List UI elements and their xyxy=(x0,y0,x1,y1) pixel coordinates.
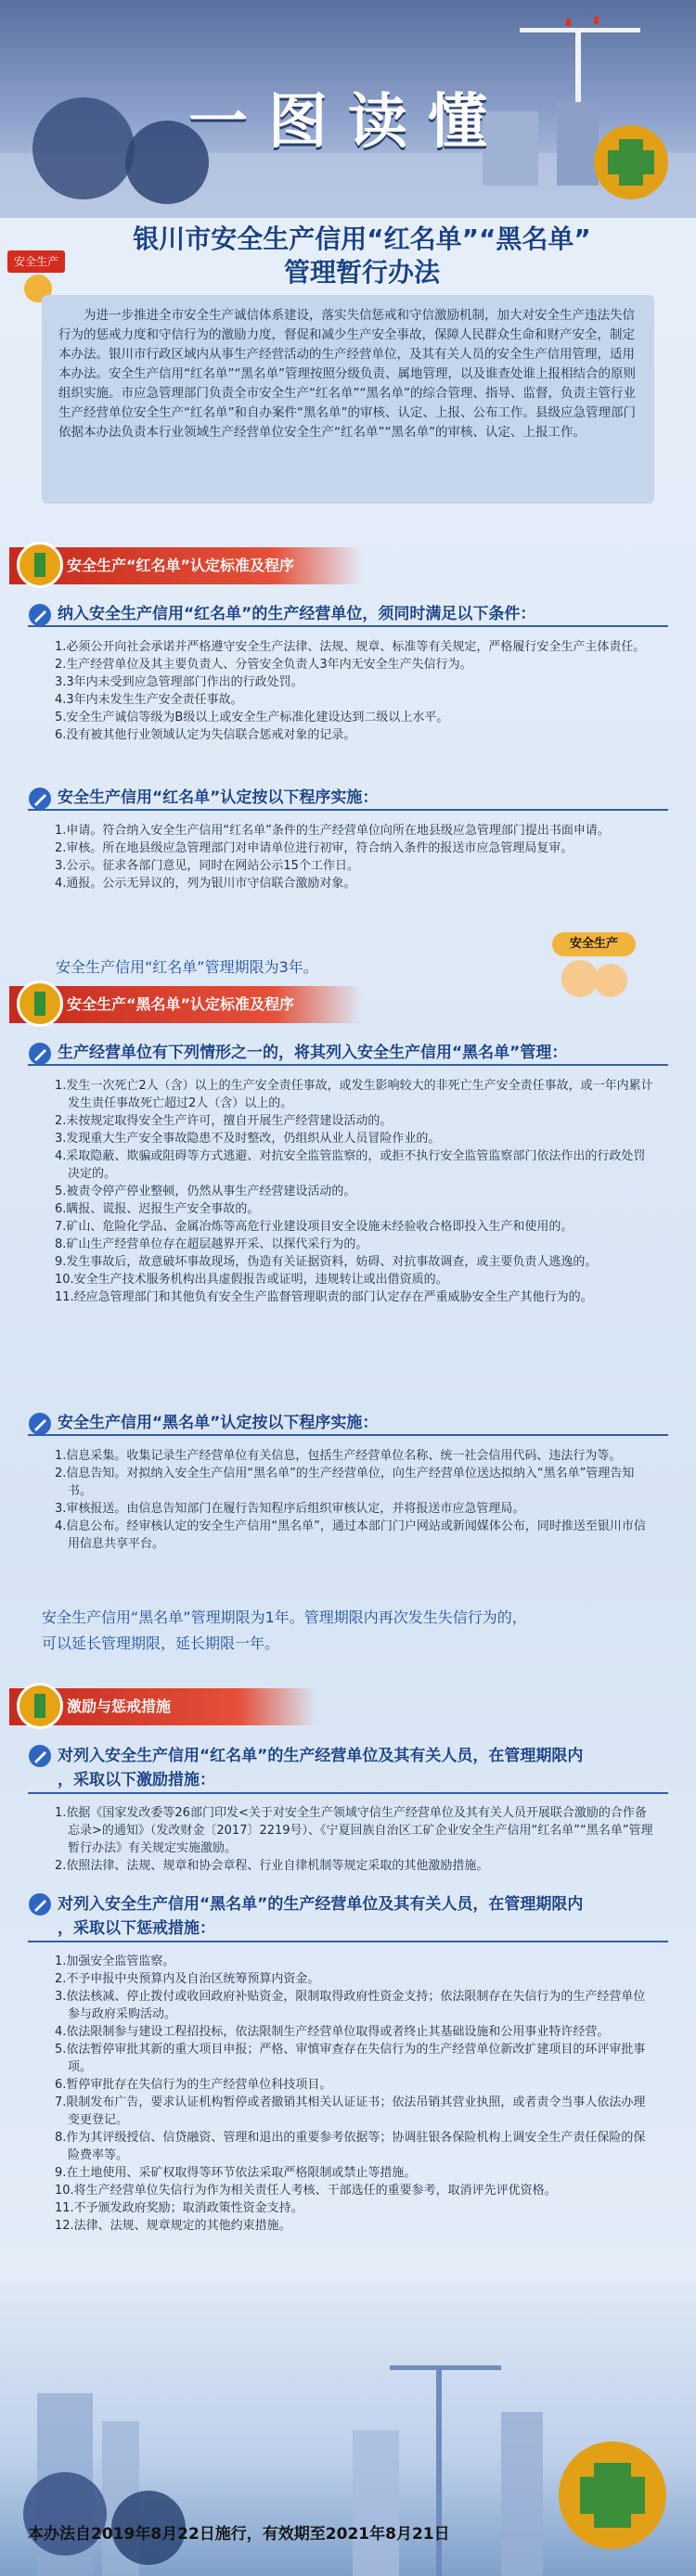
list-item: 3.依法核减、停止拨付或收回政府补贴资金，限制取得政府性资金支持；依法限制存在失信行为的生产经营单位参与政府采购活动。 xyxy=(55,1990,646,2021)
section-red-list-title: 安全生产“红名单”认定标准及程序 xyxy=(67,557,295,574)
list-item: 5.依法暂停审批其新的重大项目申报；严格、审慎审查存在失信行为的生产经营单位新改扩建项目的环评审批事项。 xyxy=(55,2043,646,2074)
section-badge-icon xyxy=(17,1683,63,1729)
pen-icon xyxy=(28,1744,52,1768)
list-item: 6.暂停审批存在失信行为的生产经营单位科技项目。 xyxy=(55,2078,332,2092)
list-item: 2.未按规定取得安全生产许可，擅自开展生产经营建设活动的。 xyxy=(55,1114,393,1128)
red-list-conditions xyxy=(42,638,654,744)
black-list-situations-title: 生产经营单位有下列情形之一的，将其列入安全生产信用“黑名单”管理： xyxy=(58,1044,568,1062)
list-item: 11.经应急管理部门和其他负有安全生产监督管理职责的部门认定存在严重威胁安全生产其他行为的。 xyxy=(55,1290,593,1304)
illustration-badge: 安全生产 xyxy=(552,932,636,956)
list-item: 1.申请。符合纳入安全生产信用“红名单”条件的生产经营单位向所在地县级应急管理部门提出书面申请。 xyxy=(55,824,610,838)
list-item: 4.依法限制参与建设工程招投标，依法限制生产经营单位取得或者终止其基础设施和公用事业特许经营。 xyxy=(55,2025,610,2039)
incentives-title-line1: 对列入安全生产信用“红名单”的生产经营单位及其有关人员，在管理期限内 xyxy=(58,1747,584,1765)
incentive-list xyxy=(42,1804,654,1875)
section-badge-icon xyxy=(17,542,63,588)
list-item: 2.信息告知。对拟纳入安全生产信用“黑名单”的生产经营单位，向生产经营单位送达拟纳入“黑名单”管理告知书。 xyxy=(55,1467,635,1498)
footer-effective-date: 本办法自2019年8月22日施行，有效期至2021年8月21日 xyxy=(28,2525,450,2544)
list-item: 1.必须公开向社会承诺并严格遵守安全生产法律、法规、规章、标准等有关规定，严格履行安全生产主体责任。 xyxy=(55,640,646,654)
list-item: 5.被责令停产停业整顿，仍然从事生产经营建设活动的。 xyxy=(55,1185,356,1198)
list-item: 4.采取隐蔽、欺骗或阻碍等方式逃避、对抗安全监管监察的，或拒不执行安全监管监察部门依法作出的行政处罚决定的。 xyxy=(55,1149,646,1181)
hero-title: 一图读懂 xyxy=(188,88,508,157)
worker-face-icon xyxy=(594,964,627,997)
punishments-title-line1: 对列入安全生产信用“黑名单”的生产经营单位及其有关人员，在管理期限内 xyxy=(58,1895,584,1914)
pen-icon xyxy=(28,1412,52,1436)
list-item: 5.安全生产诚信等级为B级以上或安全生产标准化建设达到二级以上水平。 xyxy=(55,711,449,724)
document-title-line1: 银川市安全生产信用“红名单”“黑名单” xyxy=(133,224,591,254)
list-item: 9.发生事故后，故意破坏事故现场，伪造有关证据资料，妨碍、对抗事故调查，或主要负责人逃逸的。 xyxy=(55,1255,598,1269)
list-item: 6.瞒报、谎报、迟报生产安全事故的。 xyxy=(55,1202,260,1216)
list-item: 11.不予颁发政府奖励；取消政策性资金支持。 xyxy=(55,2201,303,2215)
incentives-title-line2: ，采取以下激励措施： xyxy=(58,1771,215,1789)
section-measures-header xyxy=(9,1688,316,1725)
punishments-title-line2: ，采取以下惩戒措施： xyxy=(58,1919,215,1938)
list-item: 7.矿山、危险化学品、金属冶炼等高危行业建设项目安全设施未经验收合格即投入生产和使用的。 xyxy=(55,1220,574,1234)
red-list-conditions-heading xyxy=(28,603,668,627)
list-item: 10.将生产经营单位失信行为作为相关责任人考核、干部选任的重要参考，取消评先评优资格。 xyxy=(55,2184,557,2198)
red-list-period: 安全生产信用“红名单”管理期限为3年。 xyxy=(56,958,318,976)
section-black-list-header xyxy=(9,986,362,1023)
pen-icon xyxy=(28,603,52,627)
list-item: 9.在土地使用、采矿权取得等环节依法采取严格限制或禁止等措施。 xyxy=(55,2166,417,2180)
red-list-procedure-heading xyxy=(28,787,668,811)
pen-icon xyxy=(28,787,52,811)
list-item: 3.公示。征求各部门意见，同时在网站公示15个工作日。 xyxy=(55,859,359,873)
hero-banner xyxy=(0,0,696,218)
black-list-period-line2: 可以延长管理期限，延长期限一年。 xyxy=(42,1634,280,1652)
section-red-list-header xyxy=(9,547,362,584)
section-black-list-title: 安全生产“黑名单”认定标准及程序 xyxy=(67,995,295,1013)
list-item: 2.依照法律、法规、规章和协会章程、行业自律机制等规定采取的其他激励措施。 xyxy=(55,1859,489,1873)
list-item: 12.法律、法规、规章规定的其他约束措施。 xyxy=(55,2219,291,2233)
list-item: 8.作为其评级授信、信贷融资、管理和退出的重要参考依据等；协调驻银各保险机构上调安全生产责任保险的保险费率等。 xyxy=(55,2131,646,2162)
black-list-procedure-title: 安全生产信用“黑名单”认定按以下程序实施： xyxy=(58,1414,379,1432)
list-item: 2.不予申报中央预算内及自治区统筹预算内资金。 xyxy=(55,1972,320,1986)
document-title xyxy=(102,223,622,289)
incentives-heading xyxy=(28,1744,668,1794)
worker-face-icon xyxy=(561,960,599,997)
black-list-period xyxy=(42,1605,527,1657)
safety-badge-label: 安全生产 xyxy=(7,250,65,273)
list-item: 10.安全生产技术服务机构出具虚假报告或证明，违规转让或出借资质的。 xyxy=(55,1273,448,1287)
list-item: 2.生产经营单位及其主要负责人、分管安全负责人3年内无安全生产失信行为。 xyxy=(55,658,472,672)
list-item: 1.信息采集。收集记录生产经营单位有关信息，包括生产经营单位名称、统一社会信用代码、违法行为等。 xyxy=(55,1449,622,1463)
list-item: 4.通报。公示无异议的，列为银川市守信联合激励对象。 xyxy=(55,877,356,891)
red-list-procedure-title: 安全生产信用“红名单”认定按以下程序实施： xyxy=(58,788,379,807)
list-item: 1.依据《国家发改委等26部门印发<关于对安全生产领域守信生产经营单位及其有关人员开展联合激励的合作备忘录>的通知》（发改财金〔2017〕2219号）、《宁夏回族自治区工矿企业安全生产信用“红名单”“黑名单”管理暂行办法》有关规定实施激励。 xyxy=(55,1806,653,1855)
list-item: 7.限制发布广告，要求认证机构暂停或者撤销其相关认证证书；依法吊销其营业执照，或者责令当事人依法办理变更登记。 xyxy=(55,2095,646,2127)
list-item: 3.发现重大生产安全事故隐患不及时整改，仍组织从业人员冒险作业的。 xyxy=(55,1132,441,1146)
section-measures-title: 激励与惩戒措施 xyxy=(67,1698,172,1715)
punishment-list xyxy=(42,1953,654,2235)
pen-icon xyxy=(28,1892,52,1916)
black-list-period-line1: 安全生产信用“黑名单”管理期限为1年。管理期限内再次发生失信行为的， xyxy=(42,1608,527,1626)
punishments-heading xyxy=(28,1892,668,1942)
list-item: 1.发生一次死亡2人（含）以上的生产安全责任事故，或发生影响较大的非死亡生产安全责任事故，或一年内累计发生责任事故死亡超过2人（含）以上的。 xyxy=(55,1079,653,1110)
document-title-line2: 管理暂行办法 xyxy=(283,257,440,288)
list-item: 3.审核报送。由信息告知部门在履行告知程序后组织审核认定，并将报送市应急管理局。 xyxy=(55,1502,525,1516)
pen-icon xyxy=(28,1042,52,1066)
list-item: 4.3年内未发生生产安全责任事故。 xyxy=(55,693,243,707)
list-item: 6.没有被其他行业领域认定为失信联合惩戒对象的记录。 xyxy=(55,728,356,742)
black-list-situations-heading xyxy=(28,1042,668,1066)
list-item: 8.矿山生产经营单位存在超层越界开采、以探代采行为的。 xyxy=(55,1237,368,1251)
black-list-procedure-heading xyxy=(28,1412,668,1436)
list-item: 3.3年内未受到应急管理部门作出的行政处罚。 xyxy=(55,675,303,689)
list-item: 1.加强安全监管监察。 xyxy=(55,1954,175,1968)
list-item: 2.审核。所在地县级应急管理部门对申请单位进行初审，符合纳入条件的报送市应急管理局复审。 xyxy=(55,841,574,855)
worker-illustration xyxy=(543,932,645,1006)
black-list-procedures xyxy=(42,1447,654,1553)
list-item: 4.信息公布。经审核认定的安全生产信用“黑名单”，通过本部门门户网站或新闻媒体公布，同时推送至银川市信用信息共享平台。 xyxy=(55,1519,646,1551)
section-badge-icon xyxy=(17,980,63,1027)
red-list-procedures xyxy=(42,822,654,892)
red-list-conditions-title: 纳入安全生产信用“红名单”的生产经营单位，须同时满足以下条件： xyxy=(58,605,536,623)
intro-paragraph: 为进一步推进全市安全生产诚信体系建设，落实失信惩戒和守信激励机制，加大对安全生产违法失信行为的惩戒力度和守信行为的激励力度，督促和减少生产安全事故，保障人民群众生命和财产安全，制定本办法。银川市行政区域内从事生产经营活动的生产经营单位，及其有关人员的安全生产信用管理，适用本办法。安全生产信用“红名单”“黑名单”管理按照分级负责、属地管理，以及谁查处谁上报相结合的原则组织实施。市应急管理部门负责全市安全生产“红名单”“黑名单”的综合管理、指导、监督，负责主管行业生产经营单位安全生产“红名单”和自办案件“黑名单”的审核、认定、上报、公布工作。县级应急管理部门依据本办法负责本行业领域生产经营单位安全生产“红名单”“黑名单”的审核、认定、上报工作。 xyxy=(42,295,654,504)
black-list-situations xyxy=(42,1077,654,1306)
